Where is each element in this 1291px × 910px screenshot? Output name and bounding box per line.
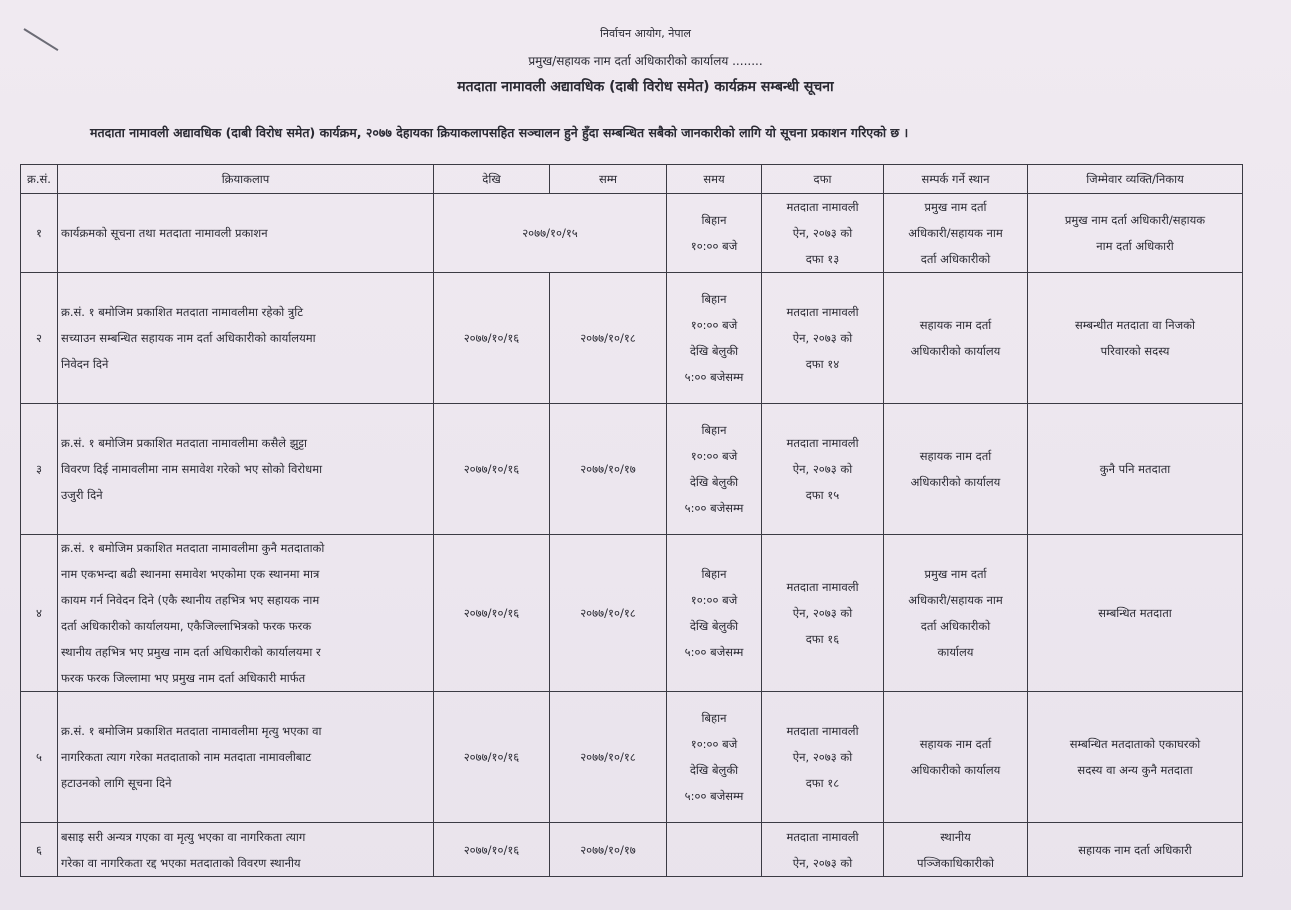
cell-activity: क्र.सं. १ बमोजिम प्रकाशित मतदाता नामावलीमा मृत्यु भएका वा नागरिकता त्याग गरेका मतदाताको नाम मतदाता नामावलीबाट हटाउनको लागि सूचना दिने xyxy=(58,692,434,823)
header-activity: क्रियाकलाप xyxy=(58,165,434,194)
cell-contact: प्रमुख नाम दर्ता अधिकारी/सहायक नाम दर्ता अधिकारीको xyxy=(884,194,1028,273)
cell-sn: ४ xyxy=(21,535,58,692)
cell-section: मतदाता नामावली ऐन, २०७३ को दफा १४ xyxy=(762,273,884,404)
cell-activity: बसाइ सरी अन्यत्र गएका वा मृत्यु भएका वा नागरिकता त्याग गरेका वा नागरिकता रद्द भएका मतदाताको विवरण स्थानीय xyxy=(58,823,434,877)
table-row xyxy=(21,823,1243,877)
cell-from: २०७७/१०/१६ xyxy=(434,535,550,692)
cell-responsible: सम्बन्धित मतदाता xyxy=(1028,535,1243,692)
table-row xyxy=(21,404,1243,535)
office-name: प्रमुख/सहायक नाम दर्ता अधिकारीको कार्यालय ........ xyxy=(528,54,763,68)
cell-sn: ५ xyxy=(21,692,58,823)
cell-from: २०७७/१०/१६ xyxy=(434,823,550,877)
table-row xyxy=(21,692,1243,823)
cell-from: २०७७/१०/१६ xyxy=(434,273,550,404)
header-to: सम्म xyxy=(550,165,667,194)
cell-time xyxy=(667,823,762,877)
cell-contact: सहायक नाम दर्ता अधिकारीको कार्यालय xyxy=(884,273,1028,404)
table-row xyxy=(21,273,1243,404)
cell-from: २०७७/१०/१६ xyxy=(434,404,550,535)
cell-to: २०७७/१०/१८ xyxy=(550,692,667,823)
cell-activity: क्र.सं. १ बमोजिम प्रकाशित मतदाता नामावलीमा कसैले झुट्टा विवरण दिई नामावलीमा नाम समावेश गरेको भए सोको विरोधमा उजुरी दिने xyxy=(58,404,434,535)
cell-to: २०७७/१०/१७ xyxy=(550,404,667,535)
cell-to: २०७७/१०/१८ xyxy=(550,273,667,404)
intro-paragraph: मतदाता नामावली अद्यावधिक (दाबी विरोध समेत) कार्यक्रम, २०७७ देहायका क्रियाकलापसहित सञ्चालन हुने हुँदा सम्बन्धित सबैको जानकारीको लागि यो सूचना प्रकाशन गरिएको छ । xyxy=(90,125,909,140)
cell-from: २०७७/१०/१६ xyxy=(434,692,550,823)
header-sn: क्र.सं. xyxy=(21,165,58,194)
cell-to: २०७७/१०/१८ xyxy=(550,535,667,692)
cell-to: २०७७/१०/१७ xyxy=(550,823,667,877)
schedule-table xyxy=(20,164,1243,877)
header-from: देखि xyxy=(434,165,550,194)
notice-title: मतदाता नामावली अद्यावधिक (दाबी विरोध समेत) कार्यक्रम सम्बन्धी सूचना xyxy=(457,79,834,95)
cell-responsible: प्रमुख नाम दर्ता अधिकारी/सहायक नाम दर्ता अधिकारी xyxy=(1028,194,1243,273)
org-name: निर्वाचन आयोग, नेपाल xyxy=(600,27,691,40)
cell-time: बिहान १०:०० बजे देखि बेलुकी ५:०० बजेसम्म xyxy=(667,692,762,823)
table-row xyxy=(21,535,1243,692)
header-section: दफा xyxy=(762,165,884,194)
cell-section: मतदाता नामावली ऐन, २०७३ को xyxy=(762,823,884,877)
header-responsible: जिम्मेवार व्यक्ति/निकाय xyxy=(1028,165,1243,194)
cell-contact: सहायक नाम दर्ता अधिकारीको कार्यालय xyxy=(884,404,1028,535)
table-header-row xyxy=(21,165,1243,194)
cell-contact: सहायक नाम दर्ता अधिकारीको कार्यालय xyxy=(884,692,1028,823)
cell-contact: प्रमुख नाम दर्ता अधिकारी/सहायक नाम दर्ता अधिकारीको कार्यालय xyxy=(884,535,1028,692)
cell-activity: क्र.सं. १ बमोजिम प्रकाशित मतदाता नामावलीमा कुनै मतदाताको नाम एकभन्दा बढी स्थानमा समावेश भएकोमा एक स्थानमा मात्र कायम गर्न निवेदन दिने (एकै स्थानीय तहभित्र भए सहायक नाम दर्ता अधिकारीको कार्यालयमा, एकैजिल्लाभित्रको फरक फरक स्थानीय तहभित्र भए प्रमुख नाम दर्ता अधिकारीको कार्यालयमा र फरक फरक जिल्लामा भए प्रमुख नाम दर्ता अधिकारी मार्फत xyxy=(58,535,434,692)
cell-section: मतदाता नामावली ऐन, २०७३ को दफा १८ xyxy=(762,692,884,823)
cell-activity: क्र.सं. १ बमोजिम प्रकाशित मतदाता नामावलीमा रहेको त्रुटि सच्याउन सम्बन्धित सहायक नाम दर्ता अधिकारीको कार्यालयमा निवेदन दिने xyxy=(58,273,434,404)
cell-date-merged: २०७७/१०/१५ xyxy=(434,194,667,273)
table-row xyxy=(21,194,1243,273)
cell-sn: १ xyxy=(21,194,58,273)
cell-sn: २ xyxy=(21,273,58,404)
cell-section: मतदाता नामावली ऐन, २०७३ को दफा १३ xyxy=(762,194,884,273)
cell-sn: ३ xyxy=(21,404,58,535)
cell-responsible: सम्बन्धित मतदाताको एकाघरको सदस्य वा अन्य कुनै मतदाता xyxy=(1028,692,1243,823)
cell-time: बिहान १०:०० बजे xyxy=(667,194,762,273)
cell-time: बिहान १०:०० बजे देखि बेलुकी ५:०० बजेसम्म xyxy=(667,404,762,535)
cell-sn: ६ xyxy=(21,823,58,877)
cell-responsible: सहायक नाम दर्ता अधिकारी xyxy=(1028,823,1243,877)
cell-activity: कार्यक्रमको सूचना तथा मतदाता नामावली प्रकाशन xyxy=(58,194,434,273)
cell-section: मतदाता नामावली ऐन, २०७३ को दफा १५ xyxy=(762,404,884,535)
cell-responsible: सम्बन्धीत मतदाता वा निजको परिवारको सदस्य xyxy=(1028,273,1243,404)
cell-responsible: कुनै पनि मतदाता xyxy=(1028,404,1243,535)
header-contact: सम्पर्क गर्ने स्थान xyxy=(884,165,1028,194)
cell-time: बिहान १०:०० बजे देखि बेलुकी ५:०० बजेसम्म xyxy=(667,273,762,404)
cell-section: मतदाता नामावली ऐन, २०७३ को दफा १६ xyxy=(762,535,884,692)
header-time: समय xyxy=(667,165,762,194)
cell-time: बिहान १०:०० बजे देखि बेलुकी ५:०० बजेसम्म xyxy=(667,535,762,692)
cell-contact: स्थानीय पञ्जिकाधिकारीको xyxy=(884,823,1028,877)
